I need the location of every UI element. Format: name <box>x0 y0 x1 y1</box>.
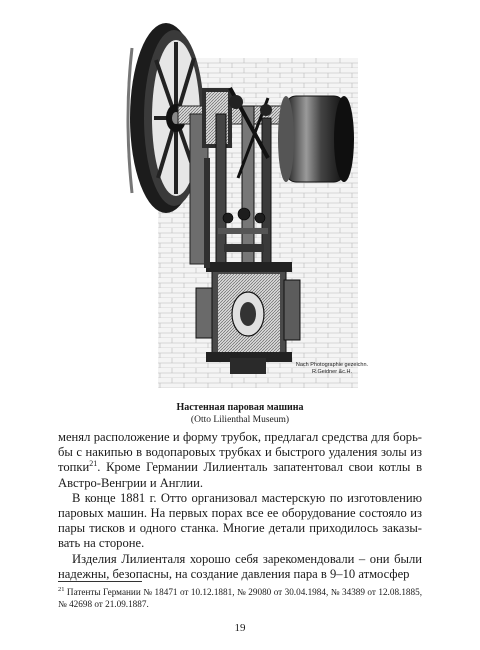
footnote-ref: 21 <box>89 459 98 469</box>
text-line: паровых машин. На первых порах все ее оборудование состояло из <box>58 506 422 521</box>
text-line: В конце 1881 г. Отто организовал мастерскую по изготовлению <box>72 490 422 505</box>
text-line: вать на стороне. <box>58 536 145 551</box>
figure-caption-source: (Otto Lilienthal Museum) <box>190 415 290 425</box>
paragraph-1 <box>58 430 422 491</box>
body-text <box>58 430 422 582</box>
steam-engine-illustration <box>118 18 369 390</box>
illustration-imprint-line2: R.Geidner &c.H. <box>311 369 353 375</box>
text-line: . Кроме Германии Лилиенталь запатентовал свои котлы <box>97 460 411 475</box>
text-line: бы с накипью в водопаровых трубках и быстрого удаления золы <box>58 445 407 460</box>
footnote <box>58 587 422 610</box>
text-line: надежны, безопасны, на создание давления пара в 9–10 атмосфер <box>58 566 410 581</box>
paragraph-3 <box>58 552 422 582</box>
footnote-text: Патенты Германии № 18471 от 10.12.1881, № 29080 от 30.04.1984, № 34389 от <box>64 587 376 597</box>
figure-caption-title: Настенная паровая машина <box>176 402 304 413</box>
page-number: 19 <box>234 622 246 634</box>
footnote-text: 12.08.1885, № 42698 от 21.09.1887. <box>58 587 422 609</box>
text-line: из топки <box>58 445 422 475</box>
pulley-drum <box>278 96 354 182</box>
paragraph-2 <box>58 491 422 552</box>
text-line: Изделия Лилиенталя хорошо себя зарекомендовали – они были <box>72 551 422 566</box>
illustration-imprint-line1: Nach Photographie gezeichn. <box>295 362 369 368</box>
text-line: менял расположение и форму трубок, предлагал средства для борь- <box>58 430 422 444</box>
footnote-number: 21 <box>58 585 65 593</box>
footnote-divider <box>58 581 142 582</box>
text-line: пары тисков и одного станка. Многие детали приходилось заказы- <box>58 521 422 536</box>
text-line: в Австро-Венгрии и Англии. <box>58 460 423 490</box>
cylinder-block <box>196 262 300 374</box>
